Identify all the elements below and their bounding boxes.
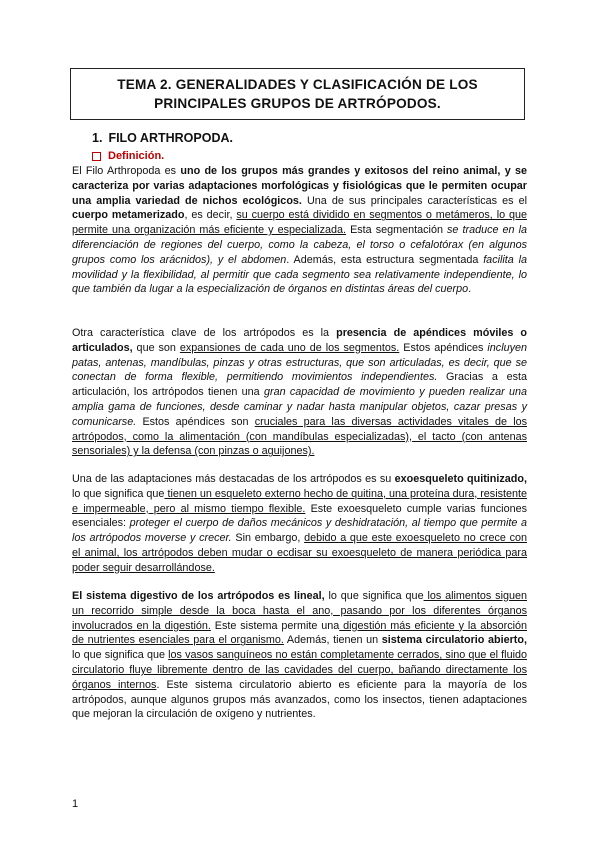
document-title-box: [70, 68, 525, 120]
underlined-text: digestión más eficiente y la absorción de nutrientes esenciales para el organismo.: [72, 619, 528, 647]
italic-text: gran capacidad de movimiento y pueden realizar una amplia gama de funciones, desde caminar y nadar hasta manipular objetos, cazar presas y comunicarse.: [72, 386, 527, 428]
text-run: El Filo Arthropoda es: [72, 165, 181, 177]
text-run: . Además, esta estructura segmentada: [286, 253, 484, 266]
title-line-1: TEMA 2. GENERALIDADES Y CLASIFICACIÓN DE LOS: [117, 77, 478, 92]
bold-text: El sistema digestivo de los artrópodos es lineal,: [72, 590, 325, 602]
text-run: Este sistema permite una: [210, 619, 340, 632]
text-run: lo que significa que: [72, 649, 169, 662]
italic-text: incluyen patas, antenas, mandíbulas, pinzas y otras estructuras, que son articuladas, es decir, que se conectan de forma flexible, permitiendo movimientos independientes.: [72, 341, 528, 384]
bold-text: exoesqueleto quitinizado,: [394, 473, 527, 485]
text-run: Estos apéndices: [399, 341, 488, 354]
underlined-text: cruciales para las diversas actividades vitales de los artrópodos, como la alimentación (con mandíbulas especializadas), el tacto (con antenas sensoriales) y la defensa (con pinzas o aguijones).: [72, 415, 527, 458]
text-run: que son: [132, 341, 180, 354]
text-run: , es decir,: [184, 209, 237, 222]
bold-text: presencia de apéndices móviles o articulados,: [72, 327, 527, 354]
document-title: [117, 75, 478, 113]
text-run: Una de las adaptaciones más destacadas de los artrópodos es su: [72, 473, 395, 485]
page-number: 1: [72, 798, 79, 810]
text-run: Una de sus principales características es el: [301, 194, 527, 207]
paragraph-definition: [72, 164, 527, 297]
text-run: .: [468, 283, 472, 296]
text-run: Además, tienen un: [283, 634, 382, 647]
underlined-text: expansiones de cada uno de los segmentos.: [179, 341, 400, 354]
title-line-2: PRINCIPALES GRUPOS DE ARTRÓPODOS.: [154, 96, 441, 111]
italic-text: proteger el cuerpo de daños mecánicos y deshidratación, al tiempo que permite a los artrópodos moverse y crecer.: [72, 517, 527, 545]
text-run: Sin embargo,: [231, 532, 305, 545]
text-run: Estos apéndices son: [136, 415, 255, 428]
paragraph-exoskeleton: [72, 472, 527, 576]
bold-text: cuerpo metamerizado: [72, 209, 185, 222]
text-run: Otra característica clave de los artrópodos es la: [72, 327, 337, 339]
text-run: lo que significa que: [72, 487, 165, 500]
section-heading: [92, 131, 233, 145]
italic-text: se traduce en la diferenciación de regiones del cuerpo, como la cabeza, el torso o cefalotórax (en algunos grupos como los arácnidos), y el abdomen: [72, 224, 528, 266]
text-run: Este exoesqueleto cumple varias funciones esenciales:: [72, 502, 527, 530]
italic-text: facilita la movilidad y la flexibilidad, al permitir que cada segmento sea relativamente independiente, lo que también da lugar a la especialización de órganos en distintas áreas del cuerpo: [72, 253, 528, 296]
text-run: Esta segmentación: [346, 224, 448, 237]
text-run: lo que significa que: [324, 590, 424, 602]
section-number: 1.: [92, 131, 103, 145]
bold-text: uno de los grupos más grandes y exitosos del reino animal, y se caracteriza por varias adaptaciones morfológicas y fisiológicas que le permiten ocupar una amplia variedad de nichos ecológicos.: [72, 165, 527, 207]
subsection-label: Definición.: [108, 150, 165, 162]
section-label: FILO ARTHROPODA.: [108, 131, 233, 145]
underlined-text: debido a que este exoesqueleto no crece con el animal, los artrópodos deben mudar o ecdisar su exoesqueleto de manera periódica para poder seguir desarrollándose.: [72, 532, 527, 574]
underlined-text: tienen un esqueleto externo hecho de quitina, una proteína dura, resistente e impermeable, pero al mismo tiempo flexible.: [72, 487, 528, 515]
checkbox-icon: [92, 152, 101, 161]
subsection-heading: [92, 150, 164, 162]
paragraph-digestive-circulatory: [72, 589, 527, 722]
text-run: . Este sistema circulatorio abierto es eficiente para la mayoría de los artrópodos, aunque algunos grupos más avanzados, como los insectos, tienen adaptaciones que mejoran la circulación de oxígeno y nutrientes.: [72, 678, 527, 721]
underlined-text: los vasos sanguíneos no están completamente cerrados, sino que el fluido circulatorio fluye libremente dentro de las cavidades del cuerpo, bañando directamente los órganos internos: [72, 649, 527, 691]
underlined-text: su cuerpo está dividido en segmentos o metámeros, lo que permite una organización más eficiente y especializada.: [72, 209, 527, 237]
text-run: Gracias a esta articulación, los artrópodos tienen una: [72, 371, 527, 399]
bold-text: sistema circulatorio abierto,: [381, 634, 528, 647]
underlined-text: los alimentos siguen un recorrido simple desde la boca hasta el ano, pasando por los diferentes órganos involucrados en la digestión.: [72, 590, 527, 632]
paragraph-appendages: [72, 326, 527, 459]
